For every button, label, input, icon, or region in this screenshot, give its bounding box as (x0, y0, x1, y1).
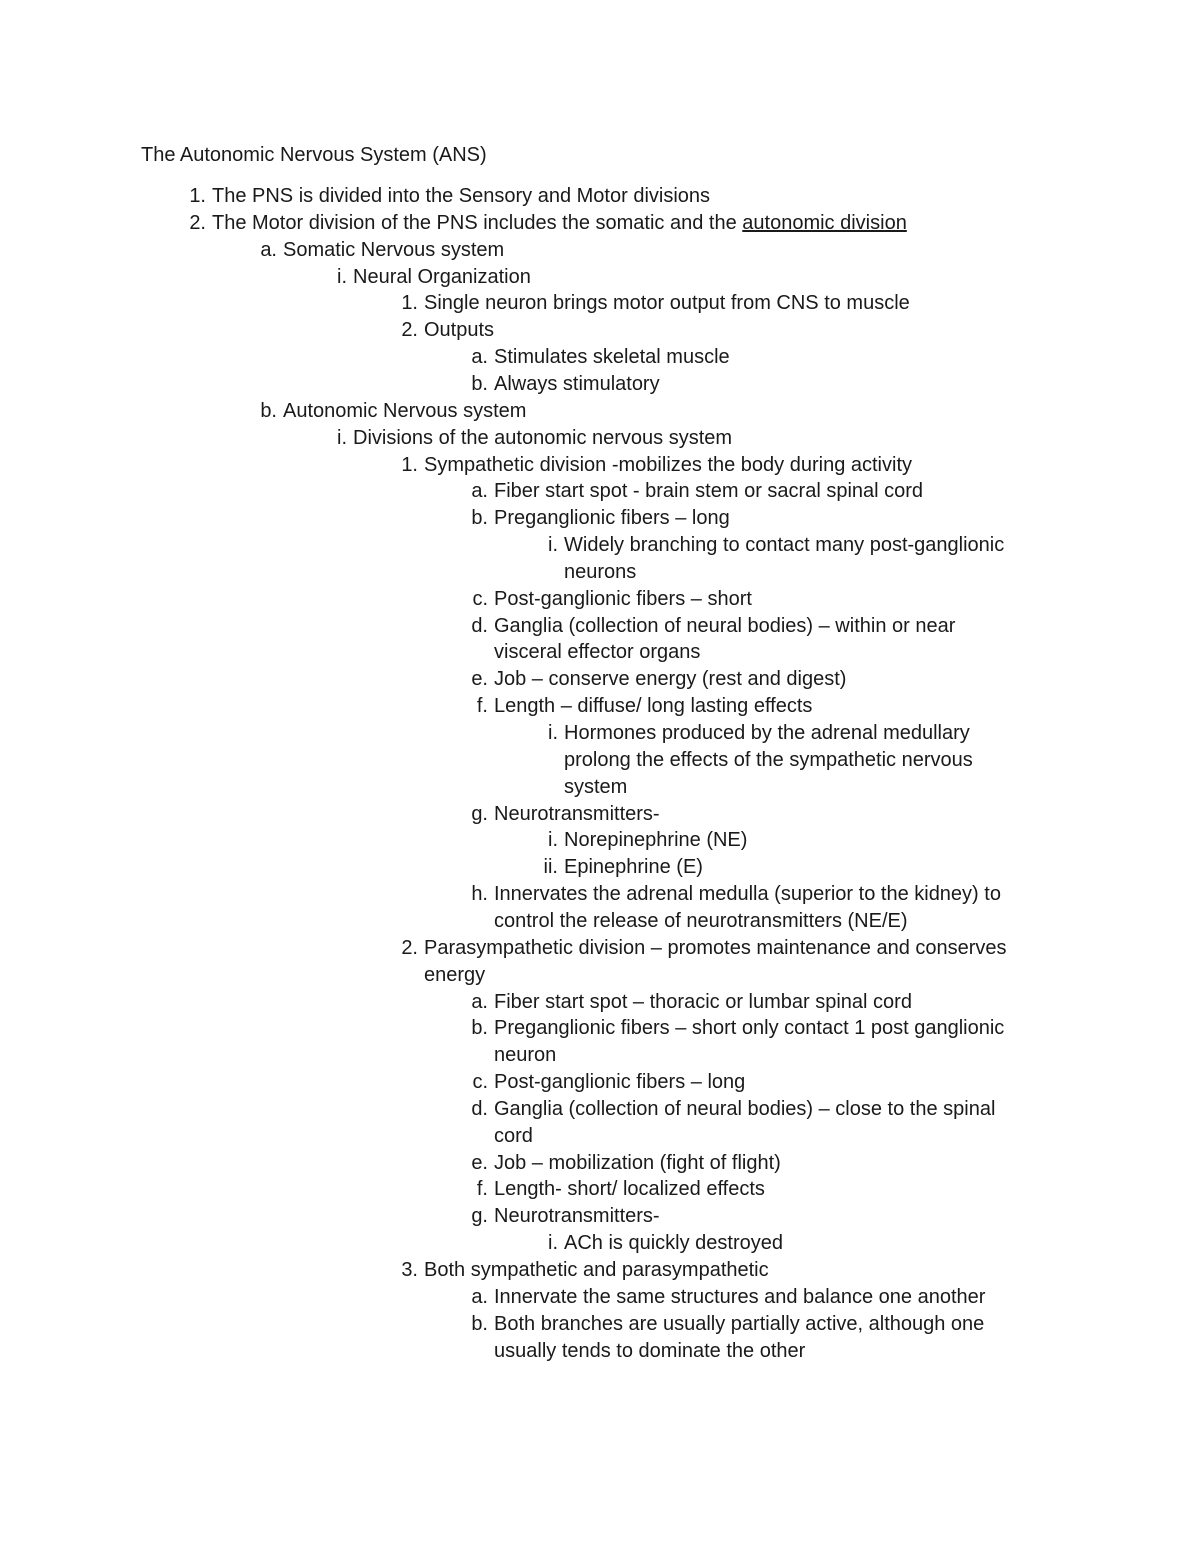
list-item-text: The Motor division of the PNS includes the somatic and the autonomic division (212, 212, 907, 234)
list-marker: 1. (401, 292, 418, 314)
list-marker: a. (471, 346, 488, 368)
list-item-text: neuron (494, 1044, 557, 1066)
list-item-text: ACh is quickly destroyed (564, 1232, 783, 1254)
list-item-text: prolong the effects of the sympathetic nervous (564, 749, 973, 771)
list-item-text: Norepinephrine (NE) (564, 829, 748, 851)
list-item-text: Outputs (424, 319, 495, 341)
list-item-text: Ganglia (collection of neural bodies) – within or near (494, 615, 956, 637)
list-item-text: cord (494, 1125, 533, 1147)
list-marker: i. (548, 722, 558, 744)
list-item-text: Widely branching to contact many post-ganglionic (564, 534, 1005, 556)
list-item-text: Both branches are usually partially active, although one (494, 1313, 985, 1335)
list-marker: b. (260, 400, 277, 422)
list-item-text: Divisions of the autonomic nervous system (353, 427, 733, 449)
list-marker: 3. (401, 1259, 418, 1281)
list-item-text: energy (424, 964, 486, 986)
list-item-text: Sympathetic division -mobilizes the body during activity (424, 454, 912, 476)
list-marker: 2. (401, 319, 418, 341)
list-marker: c. (472, 588, 488, 610)
list-item-text: neurons (564, 561, 637, 583)
list-marker: f. (476, 1178, 488, 1200)
list-marker: 1. (401, 454, 418, 476)
list-marker: e. (471, 1152, 488, 1174)
list-item-text: Length – diffuse/ long lasting effects (494, 695, 813, 717)
list-item-text: Innervates the adrenal medulla (superior to the kidney) to (494, 883, 1001, 905)
list-item-text: Preganglionic fibers – short only contact 1 post ganglionic (494, 1017, 1005, 1039)
list-item-text: Ganglia (collection of neural bodies) – close to the spinal (494, 1098, 996, 1120)
underlined-term: autonomic division (742, 212, 907, 234)
list-item-text: The PNS is divided into the Sensory and Motor divisions (212, 185, 711, 207)
list-item-text: Job – conserve energy (rest and digest) (494, 668, 847, 690)
list-marker: a. (471, 480, 488, 502)
list-marker: a. (260, 239, 277, 261)
list-marker: g. (471, 1205, 488, 1227)
list-marker: d. (471, 1098, 488, 1120)
list-marker: b. (471, 1017, 488, 1039)
list-item-text: Neural Organization (353, 266, 531, 288)
document-title: The Autonomic Nervous System (ANS) (141, 144, 487, 166)
list-item-text: Stimulates skeletal muscle (494, 346, 730, 368)
list-marker: a. (471, 991, 488, 1013)
list-marker: 2. (189, 212, 206, 234)
list-item-text: Length- short/ localized effects (494, 1178, 765, 1200)
list-marker: d. (471, 615, 488, 637)
list-marker: i. (548, 534, 558, 556)
list-item-text: Innervate the same structures and balance one another (494, 1286, 986, 1308)
list-marker: ii. (543, 856, 558, 878)
list-item-text: Hormones produced by the adrenal medullary (564, 722, 970, 744)
list-item-text: usually tends to dominate the other (494, 1340, 806, 1362)
list-item-text: Preganglionic fibers – long (494, 507, 730, 529)
list-item-text: Autonomic Nervous system (283, 400, 527, 422)
list-marker: i. (548, 829, 558, 851)
list-marker: c. (472, 1071, 488, 1093)
list-item-text: Job – mobilization (fight of flight) (494, 1152, 781, 1174)
list-marker: b. (471, 1313, 488, 1335)
list-item-text: Single neuron brings motor output from CNS to muscle (424, 292, 910, 314)
list-item-text: control the release of neurotransmitters (NE/E) (494, 910, 908, 932)
list-marker: i. (337, 427, 347, 449)
list-marker: h. (471, 883, 488, 905)
list-marker: b. (471, 373, 488, 395)
list-marker: g. (471, 803, 488, 825)
list-marker: e. (471, 668, 488, 690)
list-item-text: Neurotransmitters- (494, 1205, 660, 1227)
list-item-text: Always stimulatory (494, 373, 660, 395)
list-item-text: Fiber start spot – thoracic or lumbar spinal cord (494, 991, 912, 1013)
list-item-text: Post-ganglionic fibers – short (494, 588, 752, 610)
list-marker: 2. (401, 937, 418, 959)
list-item-text: Somatic Nervous system (283, 239, 505, 261)
list-marker: 1. (189, 185, 206, 207)
list-item-text: visceral effector organs (494, 641, 701, 663)
list-item-text: Epinephrine (E) (564, 856, 703, 878)
list-marker: i. (548, 1232, 558, 1254)
list-marker: i. (337, 266, 347, 288)
list-marker: a. (471, 1286, 488, 1308)
list-item-text: Fiber start spot - brain stem or sacral spinal cord (494, 480, 924, 502)
list-item-text: Parasympathetic division – promotes maintenance and conserves (424, 937, 1007, 959)
list-item-text: system (564, 776, 628, 798)
list-marker: f. (476, 695, 488, 717)
list-item-text: Post-ganglionic fibers – long (494, 1071, 746, 1093)
list-item-text: Both sympathetic and parasympathetic (424, 1259, 769, 1281)
list-marker: b. (471, 507, 488, 529)
list-item-text: Neurotransmitters- (494, 803, 660, 825)
